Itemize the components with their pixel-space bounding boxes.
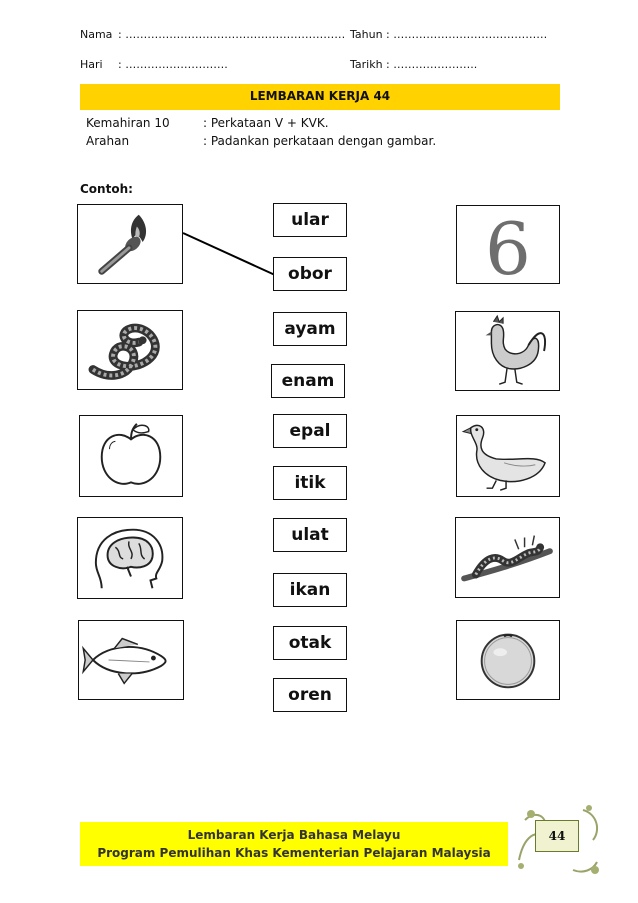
orange-icon — [457, 621, 559, 699]
page-title: LEMBARAN KERJA 44 — [249, 89, 391, 103]
footer-banner — [80, 822, 508, 866]
snake-icon — [78, 311, 182, 389]
caterpillar-picture[interactable] — [455, 517, 560, 598]
skill-value: : Perkataan V + KVK. — [203, 116, 329, 130]
duck-icon — [457, 416, 559, 496]
duck-picture[interactable] — [456, 415, 560, 497]
orange-picture[interactable] — [456, 620, 560, 700]
torch-icon — [78, 205, 182, 283]
word-label: epal — [289, 421, 331, 441]
brain-head-picture[interactable] — [77, 517, 183, 599]
word-box-ikan[interactable] — [273, 573, 347, 607]
word-label: ikan — [289, 580, 331, 600]
hari-label: Hari — [80, 58, 103, 71]
footer-line-2: Program Pemulihan Khas Kementerian Pelajaran Malaysia — [97, 846, 491, 860]
word-label: enam — [281, 371, 335, 391]
word-box-ayam[interactable] — [273, 312, 347, 346]
instruction-value: : Padankan perkataan dengan gambar. — [203, 134, 437, 148]
title-banner — [80, 84, 560, 110]
fish-picture[interactable] — [78, 620, 184, 700]
number-six-text: 6 — [485, 208, 531, 283]
hari-blank[interactable]: : ………………………. — [118, 58, 228, 71]
word-box-ular[interactable] — [273, 203, 347, 237]
tahun-field[interactable]: Tahun : …………………………………… — [350, 28, 548, 41]
page-number: 44 — [548, 829, 566, 843]
fish-icon — [79, 621, 183, 699]
snake-picture[interactable] — [77, 310, 183, 390]
number-six-icon — [457, 206, 559, 283]
word-box-otak[interactable] — [273, 626, 347, 660]
word-box-itik[interactable] — [273, 466, 347, 500]
word-box-obor[interactable] — [273, 257, 347, 291]
word-box-epal[interactable] — [273, 414, 347, 448]
word-label: ulat — [291, 525, 329, 545]
word-label: obor — [288, 264, 332, 284]
caterpillar-icon — [456, 518, 559, 597]
number-six-picture[interactable] — [456, 205, 560, 284]
rooster-picture[interactable] — [455, 311, 560, 391]
word-label: ular — [291, 210, 329, 230]
instruction-label: Arahan — [86, 134, 130, 148]
word-label: oren — [288, 685, 332, 705]
word-label: itik — [294, 473, 326, 493]
word-box-oren[interactable] — [273, 678, 347, 712]
word-label: otak — [288, 633, 332, 653]
word-label: ayam — [284, 319, 336, 339]
brain-head-icon — [78, 518, 182, 598]
skill-label: Kemahiran 10 — [86, 116, 170, 130]
page-number-badge — [535, 820, 579, 852]
example-label: Contoh: — [80, 182, 133, 196]
apple-icon — [80, 416, 182, 496]
nama-blank[interactable]: : …………………………………………………… — [118, 28, 346, 41]
nama-label: Nama — [80, 28, 113, 41]
torch-picture[interactable] — [77, 204, 183, 284]
tarikh-field[interactable]: Tarikh : ………………….. — [350, 58, 478, 71]
footer-line-1: Lembaran Kerja Bahasa Melayu — [187, 828, 401, 842]
apple-picture[interactable] — [79, 415, 183, 497]
word-box-ulat[interactable] — [273, 518, 347, 552]
rooster-icon — [456, 312, 559, 390]
word-box-enam[interactable] — [271, 364, 345, 398]
